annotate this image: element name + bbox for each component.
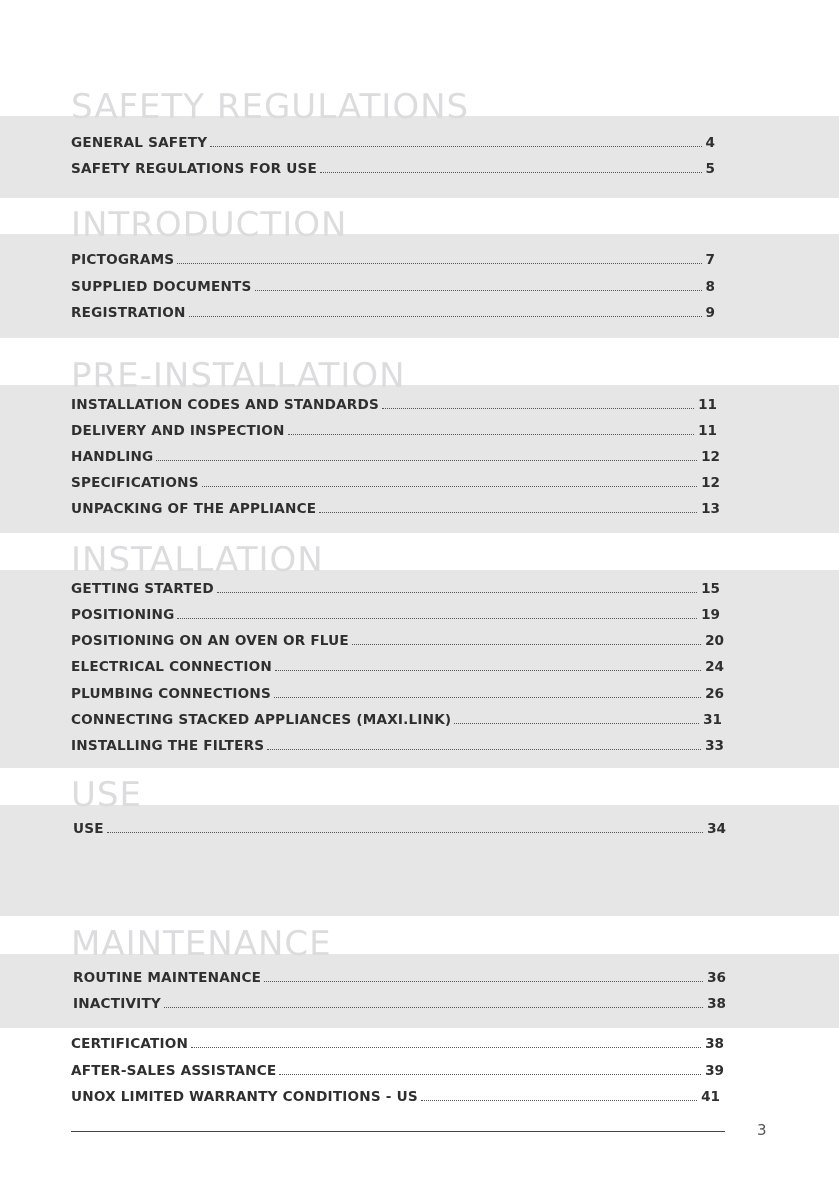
toc-entry-title: POSITIONING ON AN OVEN OR FLUE	[71, 633, 349, 649]
dot-leader	[274, 697, 701, 698]
toc-entry-title: DELIVERY AND INSPECTION	[71, 423, 285, 439]
toc-entry-title: PICTOGRAMS	[71, 252, 175, 268]
toc-entry[interactable]	[73, 996, 726, 1016]
dot-leader	[177, 618, 697, 619]
dot-leader	[320, 172, 702, 173]
toc-entry-title: USE	[73, 821, 104, 837]
dot-leader	[189, 316, 702, 317]
dot-leader	[202, 486, 697, 487]
toc-entry-title: CONNECTING STACKED APPLIANCES (MAXI.LINK)	[71, 712, 452, 728]
toc-entry[interactable]	[71, 449, 720, 469]
toc-entry[interactable]	[71, 686, 724, 706]
toc-entry-title: SAFETY REGULATIONS FOR USE	[71, 161, 317, 177]
dot-leader	[191, 1047, 701, 1048]
dot-leader	[267, 749, 701, 750]
toc-entry-page: 11	[698, 397, 717, 413]
toc-entry[interactable]	[71, 1063, 724, 1083]
dot-leader	[107, 832, 703, 833]
section-heading-introduction: INTRODUCTION	[71, 205, 348, 245]
toc-entry[interactable]	[71, 1089, 720, 1109]
toc-entry-title: CERTIFICATION	[71, 1036, 189, 1052]
toc-entry-title: SUPPLIED DOCUMENTS	[71, 279, 252, 295]
toc-entry[interactable]	[71, 738, 724, 758]
toc-entry-page: 15	[701, 581, 720, 597]
toc-entry[interactable]	[73, 970, 726, 990]
toc-entry-title: AFTER-SALES ASSISTANCE	[71, 1063, 277, 1079]
toc-entry-page: 38	[705, 1036, 724, 1052]
toc-entry-page: 9	[705, 305, 715, 321]
toc-entry[interactable]	[71, 161, 715, 181]
section-heading-installation: INSTALLATION	[71, 540, 324, 580]
toc-entry-title: INACTIVITY	[73, 996, 161, 1012]
toc-entry-title: INSTALLATION CODES AND STANDARDS	[71, 397, 379, 413]
toc-entry-title: REGISTRATION	[71, 305, 186, 321]
toc-entry-page: 4	[705, 135, 715, 151]
toc-entry-page: 20	[705, 633, 724, 649]
toc-entry-page: 7	[705, 252, 715, 268]
toc-entry[interactable]	[73, 821, 726, 841]
toc-entry[interactable]	[71, 475, 720, 495]
section-heading-safety: SAFETY REGULATIONS	[71, 87, 470, 127]
toc-entry-page: 13	[701, 501, 720, 517]
toc-entry[interactable]	[71, 659, 724, 679]
toc-entry-title: INSTALLING THE FILTERS	[71, 738, 265, 754]
toc-entry[interactable]	[71, 581, 720, 601]
toc-entry[interactable]	[71, 633, 724, 653]
dot-leader	[210, 146, 701, 147]
footer-rule	[71, 1131, 725, 1132]
toc-entry-page: 31	[703, 712, 722, 728]
toc-entry-title: GETTING STARTED	[71, 581, 214, 597]
toc-entry[interactable]	[71, 423, 717, 443]
dot-leader	[177, 263, 701, 264]
toc-entry-title: UNOX LIMITED WARRANTY CONDITIONS - US	[71, 1089, 418, 1105]
dot-leader	[275, 670, 701, 671]
toc-entry-page: 24	[705, 659, 724, 675]
dot-leader	[319, 512, 697, 513]
dot-leader	[156, 460, 697, 461]
toc-entry[interactable]	[71, 1036, 724, 1056]
dot-leader	[217, 592, 697, 593]
toc-entry-page: 12	[701, 449, 720, 465]
dot-leader	[279, 1074, 701, 1075]
section-heading-maintenance: MAINTENANCE	[71, 924, 332, 964]
toc-entry-page: 11	[698, 423, 717, 439]
toc-entry-title: SPECIFICATIONS	[71, 475, 199, 491]
section-band-safety	[0, 116, 839, 198]
toc-entry-page: 26	[705, 686, 724, 702]
toc-entry-page: 12	[701, 475, 720, 491]
toc-entry-title: PLUMBING CONNECTIONS	[71, 686, 271, 702]
dot-leader	[421, 1100, 697, 1101]
toc-entry[interactable]	[71, 279, 715, 299]
dot-leader	[255, 290, 702, 291]
toc-entry-title: GENERAL SAFETY	[71, 135, 208, 151]
dot-leader	[288, 434, 694, 435]
dot-leader	[264, 981, 703, 982]
page-number: 3	[757, 1121, 767, 1139]
section-band-maintenance	[0, 954, 839, 1028]
toc-entry-title: POSITIONING	[71, 607, 175, 623]
dot-leader	[454, 723, 699, 724]
toc-entry-page: 38	[707, 996, 726, 1012]
toc-entry-page: 5	[705, 161, 715, 177]
toc-entry[interactable]	[71, 135, 715, 155]
toc-entry-page: 19	[701, 607, 720, 623]
toc-entry[interactable]	[71, 607, 720, 627]
dot-leader	[164, 1007, 703, 1008]
toc-entry-page: 39	[705, 1063, 724, 1079]
toc-entry[interactable]	[71, 252, 715, 272]
toc-entry[interactable]	[71, 397, 717, 417]
toc-entry-page: 41	[701, 1089, 720, 1105]
dot-leader	[352, 644, 701, 645]
section-heading-preinstallation: PRE-INSTALLATION	[71, 356, 406, 396]
toc-entry-title: ROUTINE MAINTENANCE	[73, 970, 262, 986]
toc-entry[interactable]	[71, 305, 715, 325]
section-heading-use: USE	[71, 775, 142, 815]
toc-entry-title: UNPACKING OF THE APPLIANCE	[71, 501, 317, 517]
toc-entry[interactable]	[71, 712, 722, 732]
dot-leader	[382, 408, 694, 409]
toc-entry-page: 33	[705, 738, 724, 754]
toc-entry-title: ELECTRICAL CONNECTION	[71, 659, 272, 675]
toc-entry-page: 8	[705, 279, 715, 295]
toc-entry-page: 34	[707, 821, 726, 837]
toc-entry-title: HANDLING	[71, 449, 154, 465]
toc-entry-page: 36	[707, 970, 726, 986]
toc-entry[interactable]	[71, 501, 720, 521]
